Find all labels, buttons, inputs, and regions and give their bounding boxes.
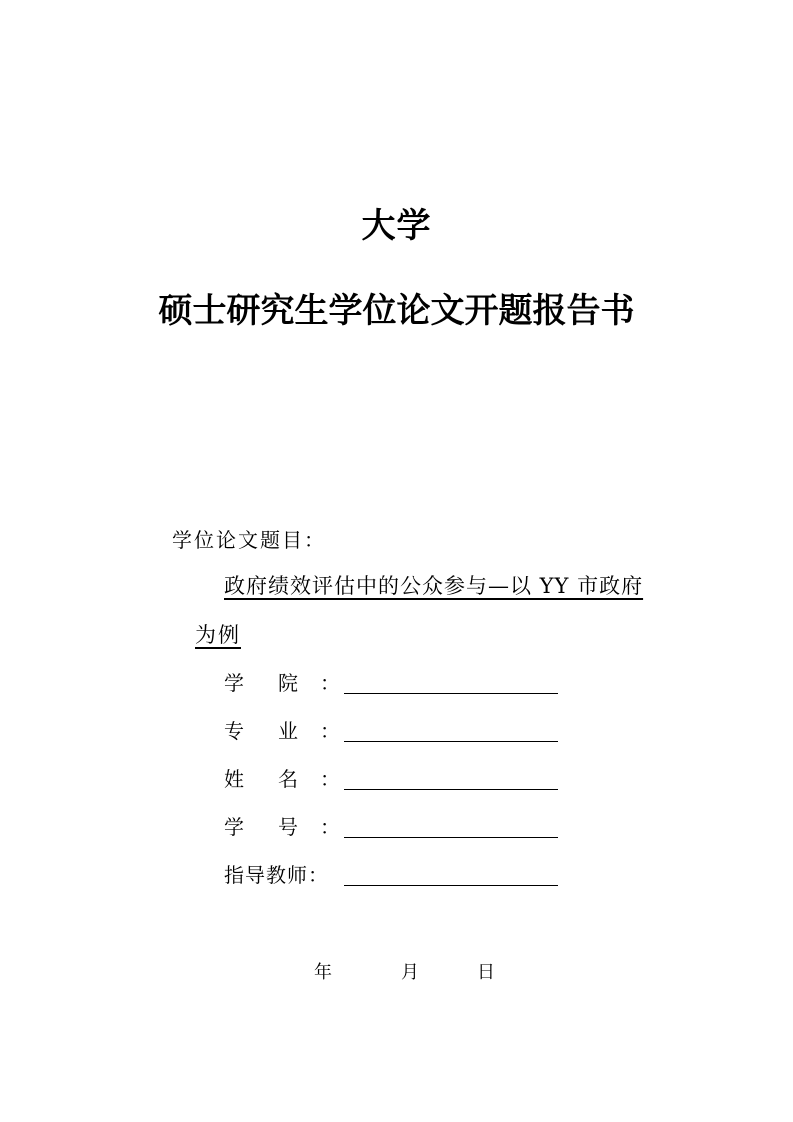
field-student-id-label-char-1: 学 [224, 815, 244, 839]
field-student-id [224, 811, 564, 841]
field-college-colon: ： [320, 671, 340, 695]
thesis-topic-label: 学位论文题目： [172, 528, 326, 552]
field-name-colon: ： [320, 767, 340, 791]
field-college-label-char-1: 学 [224, 671, 244, 695]
field-student-id-colon: ： [320, 815, 340, 839]
field-advisor-line[interactable] [344, 885, 558, 886]
field-name-label-char-1: 姓 [224, 767, 244, 791]
field-major-label-char-2: 业 [278, 719, 298, 743]
field-student-id-line[interactable] [344, 837, 558, 838]
field-major-line[interactable] [344, 741, 558, 742]
field-college-line[interactable] [344, 693, 558, 694]
report-title: 硕士研究生学位论文开题报告书 [158, 291, 635, 331]
field-college [224, 667, 564, 697]
field-name-line[interactable] [344, 789, 558, 790]
thesis-topic-line-1: 政府绩效评估中的公众参与—以 YY 市政府 [224, 574, 644, 598]
field-college-label [224, 667, 320, 696]
date-year-label: 年 [314, 962, 332, 983]
field-advisor [224, 859, 564, 889]
field-student-id-label-char-2: 号 [278, 815, 298, 839]
field-college-label-char-2: 院 [278, 671, 298, 695]
field-major [224, 715, 564, 745]
field-major-label-char-1: 专 [224, 719, 244, 743]
field-name-label [224, 763, 320, 792]
thesis-topic-line-2: 为例 [195, 623, 241, 647]
field-name [224, 763, 564, 793]
date-month-label: 月 [401, 962, 419, 983]
field-student-id-label [224, 811, 320, 840]
field-major-colon: ： [320, 719, 340, 743]
field-advisor-label: 指导教师： [224, 863, 329, 887]
date-row [0, 958, 793, 988]
university-name: 大学 [361, 206, 432, 246]
date-day-label: 日 [477, 962, 495, 983]
field-name-label-char-2: 名 [278, 767, 298, 791]
field-major-label [224, 715, 320, 744]
